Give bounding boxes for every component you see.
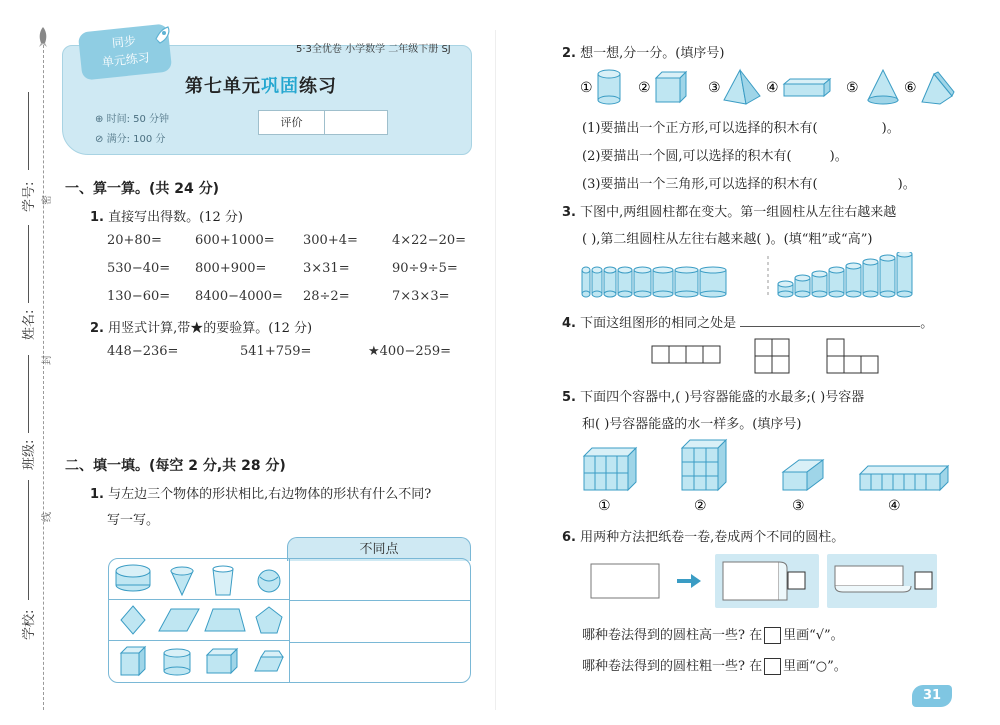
part2-q1: [90, 483, 431, 502]
title-part-c: 练习: [299, 76, 337, 97]
two-by-two-figure: [755, 339, 789, 373]
school-label: 学校:: [22, 609, 37, 640]
score-text: 满分: 100 分: [106, 134, 166, 145]
time-info: [95, 110, 169, 125]
right-q5-num: 5.: [562, 390, 576, 405]
calc-item: 8400−4000=: [195, 289, 283, 304]
square-figures: [650, 338, 890, 376]
right-q3-num: 3.: [562, 205, 576, 220]
mark-box: [764, 658, 781, 675]
right-q3-text2: ( ),第二组圆柱从左往右越来越( )。(填“粗”或“高”): [582, 232, 873, 247]
container-1: [584, 448, 636, 490]
q6-thicker: 哪种卷法得到的圆柱粗一些? 在 里画“○”。: [582, 659, 847, 674]
object-shapes: [109, 559, 289, 683]
name-label: 姓名:: [22, 309, 37, 340]
cone-icon: [171, 567, 193, 595]
evaluation-label: 评价: [259, 111, 325, 134]
four-in-row-figure: [652, 346, 720, 363]
blocks-row: [570, 68, 960, 106]
block-label: ②: [638, 80, 651, 96]
cylinder-icon: [634, 267, 651, 297]
block-label: ⑤: [846, 80, 859, 96]
cup-icon: [213, 566, 233, 595]
calc-item: 530−40=: [107, 261, 171, 276]
prism-block-icon: [922, 72, 954, 104]
part2-q1-text: 与左边三个物体的形状相比,右边物体的形状有什么不同?: [108, 487, 432, 502]
cylinder-icon: [778, 281, 793, 297]
class-line: [28, 355, 29, 433]
calc-item: 28÷2=: [303, 289, 350, 304]
cylinder-icon: [880, 255, 895, 297]
cuboid-block-icon: [784, 79, 830, 96]
block-label: ①: [580, 80, 593, 96]
answer-box-2: [915, 572, 932, 589]
part1-q2: [90, 317, 312, 336]
seal-mark-2: 封: [42, 355, 53, 365]
difference-header: 不同点: [287, 537, 471, 561]
check-icon: ⊘: [95, 134, 104, 145]
trapezoid-icon: [205, 609, 245, 631]
cylinder-icon: [164, 649, 190, 675]
right-q2-text: 想一想,分一分。(填序号): [580, 46, 725, 61]
mark-box: [764, 627, 781, 644]
page-title: [185, 72, 337, 98]
right-q3-text: 下图中,两组圆柱都在变大。第一组圆柱从左往右越来越: [580, 205, 897, 220]
cone-block-icon: [868, 70, 898, 104]
title-part-b: 巩固: [261, 76, 299, 97]
part2-q1-num: 1.: [90, 487, 104, 502]
calc-item: 130−60=: [107, 289, 171, 304]
part2-q1-text2: 写一写。: [107, 513, 160, 528]
id-label: 学号:: [22, 181, 37, 212]
rocket-icon: [33, 26, 53, 48]
cylinder-icon: [829, 267, 844, 297]
right-q5-text: 下面四个容器中,( )号容器能盛的水最多;( )号容器: [580, 390, 865, 405]
class-label: 班级:: [22, 439, 37, 470]
cylinder-icon: [700, 267, 726, 297]
container-3: [783, 460, 823, 490]
block-label: ④: [766, 80, 779, 96]
score-info: [95, 130, 165, 145]
cylinder-block-icon: [598, 70, 620, 104]
comparison-table: [108, 558, 471, 683]
part2-heading: 二、填一填。(每空 2 分,共 28 分): [65, 458, 286, 474]
vertical-calc-item: ★400−259=: [368, 344, 452, 359]
block-label: ⑥: [904, 80, 917, 96]
rhombus-icon: [121, 606, 145, 634]
right-q3: [562, 201, 896, 220]
q2-part1: (1)要描出一个正方形,可以选择的积木有( )。: [582, 121, 900, 136]
part1-q2-text: 用竖式计算,带★的要验算。(12 分): [108, 321, 313, 336]
title-part-a: 第七单元: [185, 76, 261, 97]
time-text: 时间: 50 分钟: [106, 114, 170, 125]
cylinder-icon: [812, 271, 827, 297]
paper-sheet: [591, 564, 659, 598]
calc-item: 20+80=: [107, 233, 162, 248]
cylinder-icon: [618, 267, 632, 297]
right-q5: [562, 386, 864, 405]
cylinder-groups: [578, 252, 953, 300]
cylinder-icon: [604, 267, 616, 297]
cylinder-icon: [863, 259, 878, 297]
school-line: [28, 480, 29, 600]
container-label: ③: [792, 498, 805, 514]
part1-q1: [90, 206, 243, 225]
part1-q2-num: 2.: [90, 321, 104, 336]
pentagon-icon: [256, 607, 282, 633]
right-q2: [562, 42, 724, 61]
line-mark: 线: [42, 512, 53, 522]
cylinder-icon: [592, 267, 602, 297]
cube-block-icon: [656, 72, 686, 102]
series-info: 5·3全优卷 小学数学 二年级下册 SJ: [296, 44, 451, 55]
seal-mark: 密: [42, 195, 53, 205]
vertical-calc-item: 541+759=: [240, 344, 312, 359]
vertical-calc-item: 448−236=: [107, 344, 179, 359]
container-2: [682, 440, 726, 490]
cylinder-icon: [675, 267, 698, 297]
group1-cylinders: [582, 267, 726, 297]
page-divider: [495, 30, 496, 710]
calc-item: 4×22−20=: [392, 233, 467, 248]
q2-part3: (3)要描出一个三角形,可以选择的积木有( )。: [582, 177, 916, 192]
calc-item: 90÷9÷5=: [392, 261, 458, 276]
cake-tin-icon: [116, 565, 150, 591]
containers: [578, 438, 953, 516]
container-label: ①: [598, 498, 611, 514]
right-q6: [562, 526, 844, 545]
calc-item: 7×3×3=: [392, 289, 450, 304]
right-q2-num: 2.: [562, 46, 576, 61]
cylinder-icon: [653, 267, 673, 297]
cylinder-icon: [582, 267, 590, 297]
container-label: ②: [694, 498, 707, 514]
l-shape-figure: [827, 339, 878, 373]
right-q6-text: 用两种方法把纸卷一卷,卷成两个不同的圆柱。: [580, 530, 845, 545]
box-icon: [207, 649, 237, 673]
cuboid-icon: [121, 647, 145, 675]
unit-tag-line1: 同步: [111, 33, 137, 51]
right-q5-text2: 和( )号容器能盛的水一样多。(填序号): [582, 417, 802, 432]
unit-tag-line2: 单元练习: [101, 50, 151, 70]
pyramid-block-icon: [724, 70, 760, 104]
calc-item: 3×31=: [303, 261, 350, 276]
paper-rolling: [585, 552, 950, 610]
name-line: [28, 225, 29, 303]
block-label: ③: [708, 80, 721, 96]
cylinder-icon: [795, 275, 810, 297]
right-q4-text: 下面这组图形的相同之处是: [580, 316, 737, 331]
evaluation-box: [258, 110, 388, 135]
calc-item: 600+1000=: [195, 233, 275, 248]
calc-item: 800+900=: [195, 261, 267, 276]
cylinder-icon: [897, 252, 912, 297]
ball-icon: [258, 570, 280, 592]
right-q4: 4. 下面这组图形的相同之处是 。: [562, 316, 934, 331]
frustum-icon: [255, 651, 283, 671]
container-4: [860, 466, 948, 490]
right-q6-num: 6.: [562, 530, 576, 545]
parallelogram-icon: [159, 609, 199, 631]
cylinder-icon: [846, 263, 861, 297]
answer-box-1: [788, 572, 805, 589]
q2-part2: (2)要描出一个圆,可以选择的积木有( )。: [582, 149, 848, 164]
rocket-badge-icon: [148, 24, 174, 50]
id-line: [28, 92, 29, 170]
page-number: 31: [912, 685, 952, 707]
cut-line: [43, 45, 44, 710]
calc-item: 300+4=: [303, 233, 358, 248]
clock-icon: ⊕: [95, 114, 104, 125]
part1-q1-text: 直接写出得数。(12 分): [108, 210, 243, 225]
part1-heading: 一、算一算。(共 24 分): [65, 181, 220, 197]
group2-cylinders: [778, 252, 912, 297]
right-q4-num: 4.: [562, 316, 576, 331]
part1-q1-num: 1.: [90, 210, 104, 225]
container-label: ④: [888, 498, 901, 514]
q6-taller: 哪种卷法得到的圆柱高一些? 在 里画“√”。: [582, 628, 844, 643]
